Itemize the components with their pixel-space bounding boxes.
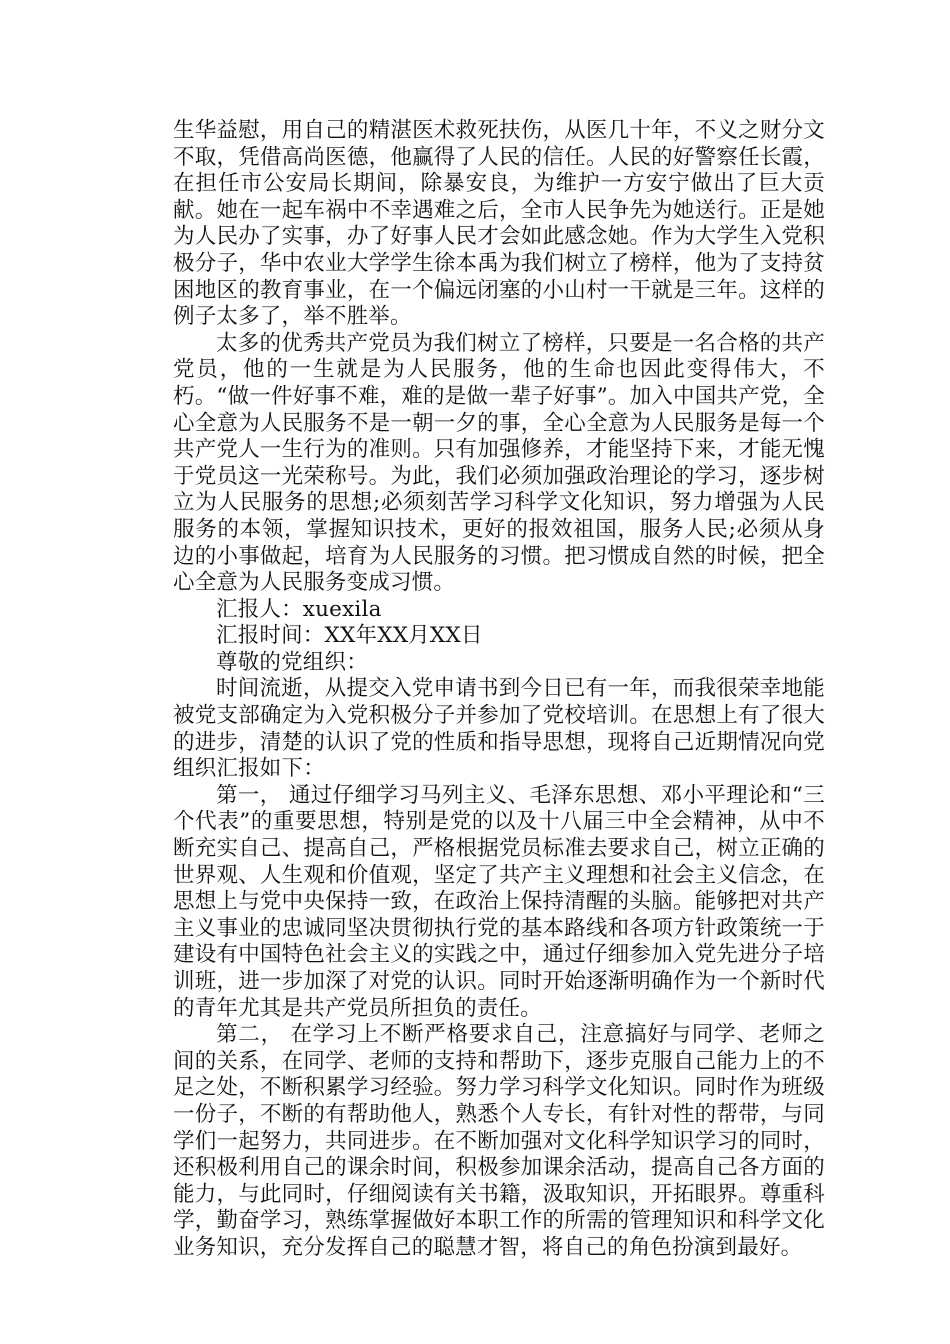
paragraph-exemplary-members: 太多的优秀共产党员为我们树立了榜样，只要是一名合格的共产党员，他的一生就是为人民服务，他的生命也因此变得伟大，不朽。“做一件好事不难，难的是做一辈子好事”。加入中国共产党，全心全意为人民服务不是一朝一夕的事，全心全意为人民服务是每一个共产党人一生行为的准则。只有加强修养，才能坚持下来，才能无愧于党员这一光荣称号。为此，我们必须加强政治理论的学习，逐步树立为人民服务的思想;必须刻苦学习科学文化知识，努力增强为人民服务的本领，掌握知识技术，更好的报效祖国，服务人民;必须从身边的小事做起，培育为人民服务的习惯。把习惯成自然的时候，把全心全意为人民服务变成习惯。 — [173, 330, 825, 596]
report-date-line: 汇报时间：XX年XX月XX日 — [216, 623, 483, 649]
salutation: 尊敬的党组织： — [216, 649, 368, 675]
document-body — [173, 118, 825, 1262]
paragraph-first-point: 第一， 通过仔细学习马列主义、毛泽东思想、邓小平理论和“三个代表”的重要思想，特别是党的以及十八届三中全会精神，从中不断充实自己、提高自己，严格根据党员标准去要求自己，树立正确的世界观、人生观和价值观，坚定了共产主义理想和社会主义信念，在思想上与党中央保持一致，在政治上保持清醒的头脑。能够把对共产主义事业的忠诚同坚决贯彻执行党的基本路线和各项方针政策统一于建设有中国特色社会主义的实践之中，通过仔细参加入党先进分子培训班，进一步加深了对党的认识。同时开始逐渐明确作为一个新时代的青年尤其是共产党员所担负的责任。 — [173, 782, 825, 1021]
paragraph-second-point: 第二， 在学习上不断严格要求自己，注意搞好与同学、老师之间的关系，在同学、老师的支持和帮助下，逐步克服自己能力上的不足之处，不断积累学习经验。努力学习科学文化知识。同时作为班级一份子，不断的有帮助他人，熟悉个人专长，有针对性的帮带，与同学们一起努力，共同进步。在不断加强对文化科学知识学习的同时，还积极利用自己的课余时间，积极参加课余活动，提高自己各方面的能力，与此同时，仔细阅读有关书籍，汲取知识，开拓眼界。尊重科学，勤奋学习，熟练掌握做好本职工作的所需的管理知识和科学文化业务知识，充分发挥自己的聪慧才智，将自己的角色扮演到最好。 — [173, 1022, 825, 1260]
paragraph-introduction: 时间流逝，从提交入党申请书到今日已有一年，而我很荣幸地能被党支部确定为入党积极分子并参加了党校培训。在思想上有了很大的进步，清楚的认识了党的性质和指导思想，现将自己近期情况向党组织汇报如下： — [173, 676, 825, 782]
paragraph-continuation: 生华益慰，用自己的精湛医术救死扶伤，从医几十年，不义之财分文不取，凭借高尚医德，他赢得了人民的信任。人民的好警察任长霞，在担任市公安局长期间，除暴安良，为维护一方安宁做出了巨大贡献。她在一起车祸中不幸遇难之后，全市人民争先为她送行。正是她为人民办了实事，办了好事人民才会如此感念她。作为大学生入党积极分子，华中农业大学学生徐本禹为我们树立了榜样，他为了支持贫困地区的教育事业，在一个偏远闭塞的小山村一干就是三年。这样的例子太多了，举不胜举。 — [173, 118, 825, 330]
reporter-line: 汇报人：xuexila — [216, 596, 382, 622]
